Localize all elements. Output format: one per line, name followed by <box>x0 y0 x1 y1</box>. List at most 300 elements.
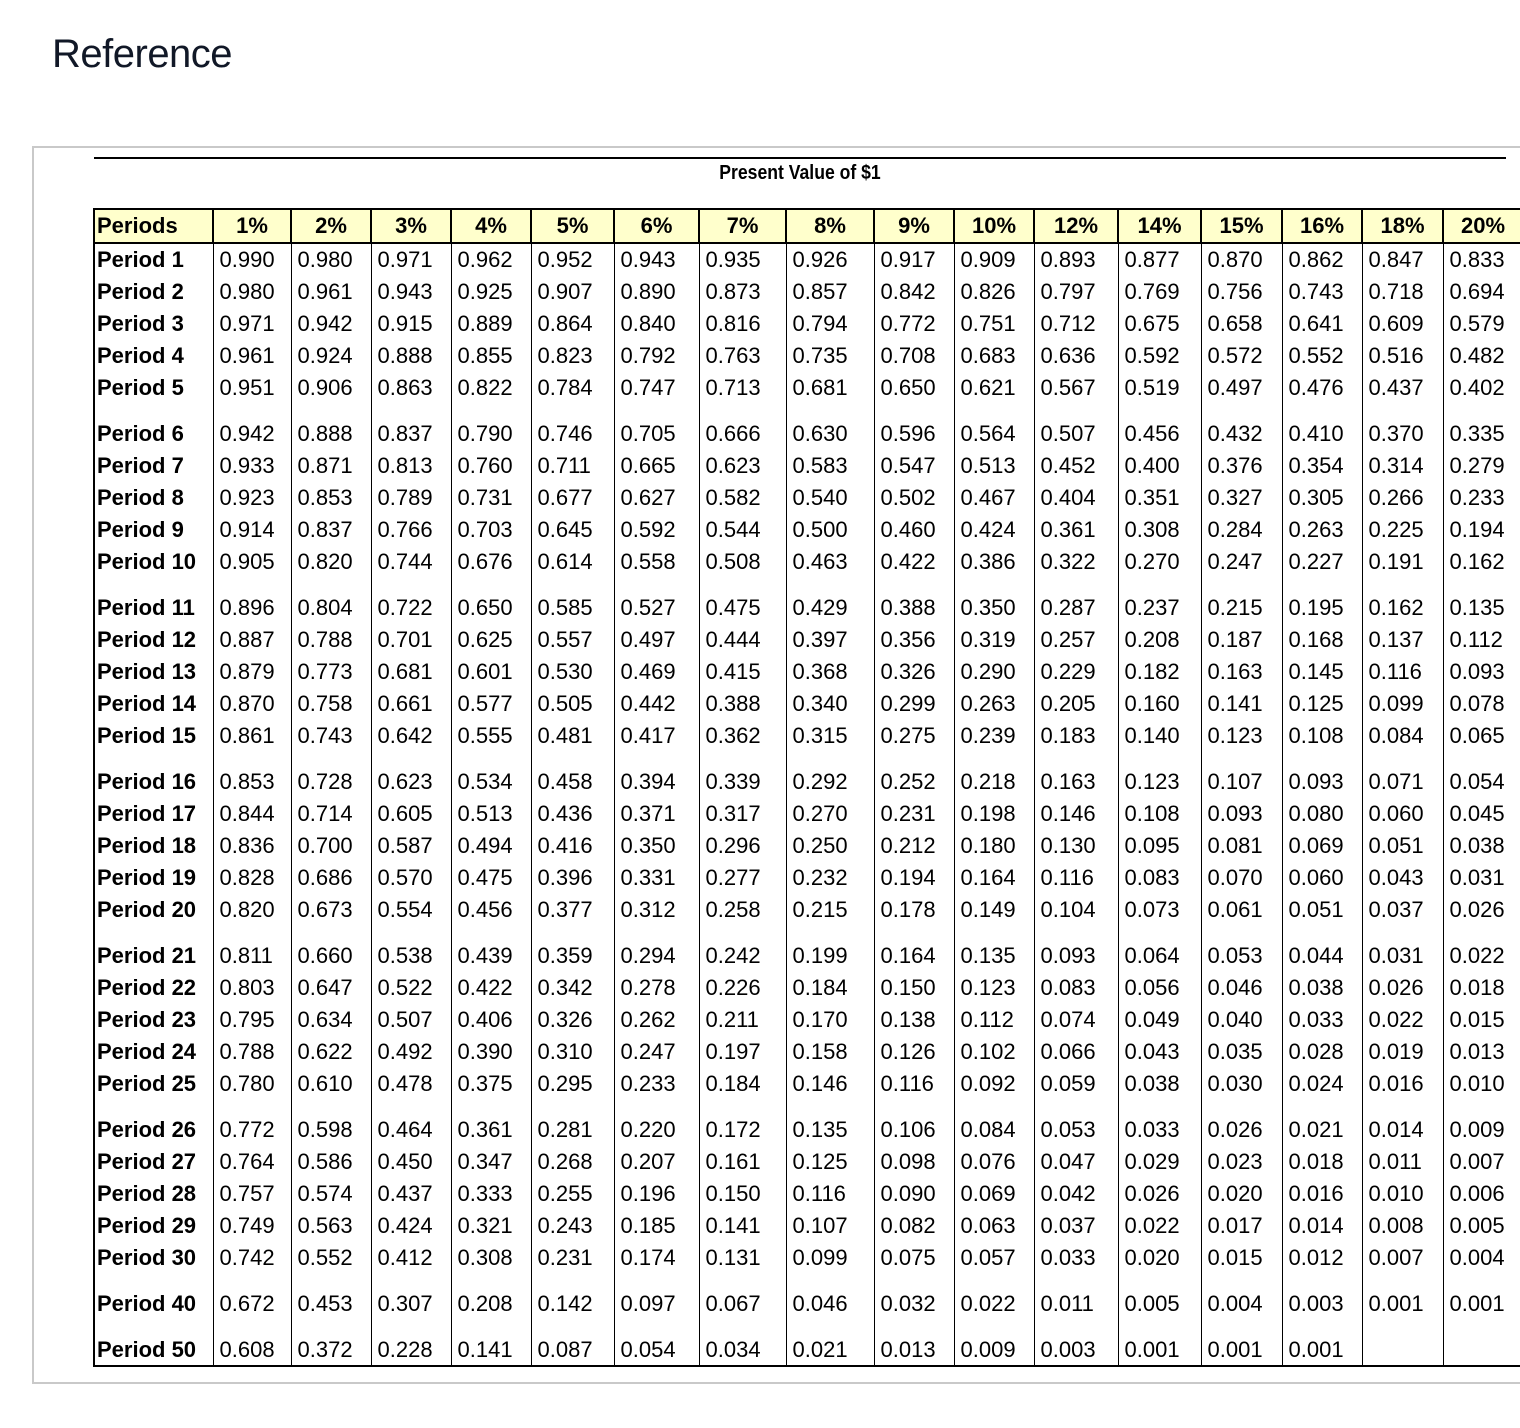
table-cell: 0.071 <box>1362 752 1443 798</box>
table-cell <box>1362 1320 1443 1366</box>
table-cell: 0.728 <box>291 752 371 798</box>
table-cell: 0.319 <box>954 624 1034 656</box>
table-cell: 0.191 <box>1362 546 1443 578</box>
column-header-rate: 14% <box>1118 209 1201 243</box>
table-cell: 0.701 <box>371 624 451 656</box>
column-header-rate: 8% <box>786 209 874 243</box>
table-cell: 0.013 <box>1443 1036 1520 1068</box>
table-cell: 0.390 <box>451 1036 531 1068</box>
table-cell: 0.019 <box>1362 1036 1443 1068</box>
table-cell: 0.082 <box>874 1210 954 1242</box>
table-cell: 0.361 <box>451 1100 531 1146</box>
table-cell: 0.371 <box>614 798 699 830</box>
table-cell: 0.026 <box>1443 894 1520 926</box>
table-row <box>94 720 1520 752</box>
table-cell: 0.013 <box>874 1320 954 1366</box>
table-cell: 0.184 <box>786 972 874 1004</box>
table-cell: 0.494 <box>451 830 531 862</box>
present-value-table <box>93 208 1520 1367</box>
table-top-rule <box>94 157 1506 159</box>
table-cell: 0.262 <box>614 1004 699 1036</box>
table-cell: 0.625 <box>451 624 531 656</box>
table-cell: 0.196 <box>614 1178 699 1210</box>
table-cell: 0.961 <box>213 340 291 372</box>
table-cell: 0.255 <box>531 1178 614 1210</box>
column-header-rate: 2% <box>291 209 371 243</box>
table-cell: 0.971 <box>371 243 451 276</box>
table-cell: 0.187 <box>1201 624 1282 656</box>
table-cell: 0.028 <box>1282 1036 1362 1068</box>
table-cell: 0.790 <box>451 404 531 450</box>
table-cell: 0.218 <box>954 752 1034 798</box>
row-label: Period 2 <box>94 276 213 308</box>
table-cell: 0.161 <box>699 1146 786 1178</box>
table-cell: 0.861 <box>213 720 291 752</box>
table-cell: 0.205 <box>1034 688 1118 720</box>
table-cell: 0.404 <box>1034 482 1118 514</box>
table-cell: 0.757 <box>213 1178 291 1210</box>
table-cell: 0.063 <box>954 1210 1034 1242</box>
table-cell: 0.194 <box>874 862 954 894</box>
table-cell: 0.513 <box>954 450 1034 482</box>
row-label: Period 3 <box>94 308 213 340</box>
table-cell: 0.022 <box>1362 1004 1443 1036</box>
table-cell: 0.833 <box>1443 243 1520 276</box>
table-cell: 0.060 <box>1362 798 1443 830</box>
table-cell: 0.084 <box>954 1100 1034 1146</box>
table-cell: 0.596 <box>874 404 954 450</box>
table-cell: 0.396 <box>531 862 614 894</box>
table-cell: 0.078 <box>1443 688 1520 720</box>
table-cell: 0.093 <box>1201 798 1282 830</box>
table-cell: 0.681 <box>786 372 874 404</box>
page-title: Reference <box>52 32 233 76</box>
table-cell: 0.037 <box>1362 894 1443 926</box>
table-cell: 0.350 <box>614 830 699 862</box>
table-cell: 0.961 <box>291 276 371 308</box>
table-cell: 0.795 <box>213 1004 291 1036</box>
table-cell: 0.481 <box>531 720 614 752</box>
table-cell: 0.372 <box>291 1320 371 1366</box>
table-cell: 0.538 <box>371 926 451 972</box>
table-cell: 0.917 <box>874 243 954 276</box>
row-label: Period 22 <box>94 972 213 1004</box>
table-cell: 0.577 <box>451 688 531 720</box>
table-cell: 0.711 <box>531 450 614 482</box>
table-cell: 0.794 <box>786 308 874 340</box>
table-cell: 0.228 <box>371 1320 451 1366</box>
table-cell: 0.322 <box>1034 546 1118 578</box>
table-cell: 0.952 <box>531 243 614 276</box>
table-cell: 0.099 <box>786 1242 874 1274</box>
table-cell: 0.075 <box>874 1242 954 1274</box>
table-cell: 0.001 <box>1443 1274 1520 1320</box>
table-cell: 0.971 <box>213 308 291 340</box>
table-cell: 0.609 <box>1362 308 1443 340</box>
table-cell: 0.722 <box>371 578 451 624</box>
row-label: Period 24 <box>94 1036 213 1068</box>
table-cell: 0.107 <box>786 1210 874 1242</box>
table-cell: 0.045 <box>1443 798 1520 830</box>
table-cell: 0.677 <box>531 482 614 514</box>
table-cell: 0.375 <box>451 1068 531 1100</box>
table-cell: 0.444 <box>699 624 786 656</box>
column-header-rate: 10% <box>954 209 1034 243</box>
table-cell: 0.001 <box>1282 1320 1362 1366</box>
table-cell: 0.623 <box>371 752 451 798</box>
table-cell: 0.197 <box>699 1036 786 1068</box>
table-cell: 0.855 <box>451 340 531 372</box>
table-cell: 0.519 <box>1118 372 1201 404</box>
table-cell: 0.354 <box>1282 450 1362 482</box>
table-cell: 0.359 <box>531 926 614 972</box>
table-cell: 0.820 <box>213 894 291 926</box>
table-cell: 0.001 <box>1201 1320 1282 1366</box>
column-header-rate: 20% <box>1443 209 1520 243</box>
table-cell: 0.257 <box>1034 624 1118 656</box>
row-label: Period 18 <box>94 830 213 862</box>
table-cell: 0.942 <box>291 308 371 340</box>
table-cell: 0.708 <box>874 340 954 372</box>
table-cell: 0.168 <box>1282 624 1362 656</box>
table-cell: 0.926 <box>786 243 874 276</box>
table-cell: 0.060 <box>1282 862 1362 894</box>
table-cell: 0.342 <box>531 972 614 1004</box>
table-cell: 0.327 <box>1201 482 1282 514</box>
table-cell: 0.080 <box>1282 798 1362 830</box>
table-row <box>94 578 1520 624</box>
table-cell: 0.586 <box>291 1146 371 1178</box>
table-cell: 0.004 <box>1443 1242 1520 1274</box>
table-cell: 0.826 <box>954 276 1034 308</box>
table-cell: 0.123 <box>1118 752 1201 798</box>
table-cell: 0.340 <box>786 688 874 720</box>
table-cell: 0.018 <box>1443 972 1520 1004</box>
table-cell: 0.022 <box>1443 926 1520 972</box>
table-cell: 0.871 <box>291 450 371 482</box>
table-row <box>94 514 1520 546</box>
table-row <box>94 862 1520 894</box>
table-cell: 0.368 <box>786 656 874 688</box>
table-cell: 0.053 <box>1201 926 1282 972</box>
table-cell: 0.751 <box>954 308 1034 340</box>
table-cell: 0.014 <box>1362 1100 1443 1146</box>
table-cell: 0.756 <box>1201 276 1282 308</box>
table-cell: 0.823 <box>531 340 614 372</box>
table-cell: 0.099 <box>1362 688 1443 720</box>
table-cell: 0.645 <box>531 514 614 546</box>
table-cell: 0.555 <box>451 720 531 752</box>
table-cell: 0.742 <box>213 1242 291 1274</box>
table-cell: 0.822 <box>451 372 531 404</box>
table-cell: 0.084 <box>1362 720 1443 752</box>
table-cell: 0.194 <box>1443 514 1520 546</box>
table-cell: 0.863 <box>371 372 451 404</box>
table-cell: 0.634 <box>291 1004 371 1036</box>
table-cell: 0.158 <box>786 1036 874 1068</box>
table-cell: 0.056 <box>1118 972 1201 1004</box>
table-cell: 0.308 <box>451 1242 531 1274</box>
table-cell: 0.587 <box>371 830 451 862</box>
table-cell: 0.247 <box>614 1036 699 1068</box>
table-cell: 0.195 <box>1282 578 1362 624</box>
table-cell: 0.630 <box>786 404 874 450</box>
table-cell: 0.497 <box>614 624 699 656</box>
table-cell: 0.906 <box>291 372 371 404</box>
table-cell: 0.935 <box>699 243 786 276</box>
table-cell: 0.456 <box>451 894 531 926</box>
table-caption: Present Value of $1 <box>719 162 881 184</box>
table-cell: 0.397 <box>786 624 874 656</box>
table-cell: 0.125 <box>786 1146 874 1178</box>
table-row <box>94 656 1520 688</box>
table-cell: 0.647 <box>291 972 371 1004</box>
table-row <box>94 1210 1520 1242</box>
table-cell: 0.650 <box>451 578 531 624</box>
table-cell: 0.417 <box>614 720 699 752</box>
table-cell: 0.047 <box>1034 1146 1118 1178</box>
table-cell: 0.905 <box>213 546 291 578</box>
table-cell: 0.164 <box>954 862 1034 894</box>
table-row <box>94 926 1520 972</box>
table-cell: 0.666 <box>699 404 786 450</box>
table-cell: 0.010 <box>1362 1178 1443 1210</box>
column-header-rate: 9% <box>874 209 954 243</box>
table-cell: 0.321 <box>451 1210 531 1242</box>
table-cell: 0.021 <box>786 1320 874 1366</box>
table-cell: 0.015 <box>1443 1004 1520 1036</box>
table-cell: 0.290 <box>954 656 1034 688</box>
table-cell: 0.642 <box>371 720 451 752</box>
table-cell: 0.263 <box>954 688 1034 720</box>
table-cell: 0.305 <box>1282 482 1362 514</box>
table-cell: 0.215 <box>786 894 874 926</box>
table-cell: 0.758 <box>291 688 371 720</box>
table-cell: 0.842 <box>874 276 954 308</box>
table-cell: 0.460 <box>874 514 954 546</box>
table-cell: 0.108 <box>1118 798 1201 830</box>
table-cell: 0.907 <box>531 276 614 308</box>
table-cell: 0.673 <box>291 894 371 926</box>
table-cell: 0.066 <box>1034 1036 1118 1068</box>
column-header-rate: 7% <box>699 209 786 243</box>
table-row <box>94 1320 1520 1366</box>
table-cell: 0.522 <box>371 972 451 1004</box>
table-cell: 0.092 <box>954 1068 1034 1100</box>
table-cell: 0.208 <box>1118 624 1201 656</box>
table-cell: 0.004 <box>1201 1274 1282 1320</box>
table-cell: 0.547 <box>874 450 954 482</box>
table-cell: 0.788 <box>213 1036 291 1068</box>
table-cell: 0.816 <box>699 308 786 340</box>
table-cell: 0.044 <box>1282 926 1362 972</box>
table-cell: 0.037 <box>1034 1210 1118 1242</box>
table-cell: 0.598 <box>291 1100 371 1146</box>
row-label: Period 17 <box>94 798 213 830</box>
table-cell: 0.735 <box>786 340 874 372</box>
table-cell: 0.163 <box>1034 752 1118 798</box>
table-cell: 0.145 <box>1282 656 1362 688</box>
table-cell: 0.437 <box>371 1178 451 1210</box>
table-cell: 0.059 <box>1034 1068 1118 1100</box>
table-cell: 0.333 <box>451 1178 531 1210</box>
table-cell: 0.033 <box>1118 1100 1201 1146</box>
table-cell: 0.552 <box>1282 340 1362 372</box>
table-row <box>94 340 1520 372</box>
table-cell: 0.211 <box>699 1004 786 1036</box>
row-label: Period 8 <box>94 482 213 514</box>
table-cell: 0.436 <box>531 798 614 830</box>
table-cell: 0.712 <box>1034 308 1118 340</box>
table-cell: 0.773 <box>291 656 371 688</box>
table-cell: 0.038 <box>1443 830 1520 862</box>
table-cell: 0.009 <box>1443 1100 1520 1146</box>
table-cell: 0.018 <box>1282 1146 1362 1178</box>
table-cell: 0.402 <box>1443 372 1520 404</box>
table-cell: 0.980 <box>213 276 291 308</box>
table-cell: 0.847 <box>1362 243 1443 276</box>
table-cell: 0.713 <box>699 372 786 404</box>
table-row <box>94 1036 1520 1068</box>
table-cell: 0.942 <box>213 404 291 450</box>
row-label: Period 7 <box>94 450 213 482</box>
table-cell: 0.097 <box>614 1274 699 1320</box>
table-cell: 0.675 <box>1118 308 1201 340</box>
table-cell: 0.008 <box>1362 1210 1443 1242</box>
table-cell: 0.299 <box>874 688 954 720</box>
table-cell: 0.862 <box>1282 243 1362 276</box>
column-header-rate: 1% <box>213 209 291 243</box>
table-cell: 0.394 <box>614 752 699 798</box>
table-cell: 0.836 <box>213 830 291 862</box>
table-cell: 0.361 <box>1034 514 1118 546</box>
table-cell: 0.592 <box>614 514 699 546</box>
table-cell: 0.442 <box>614 688 699 720</box>
table-cell: 0.665 <box>614 450 699 482</box>
table-cell: 0.142 <box>531 1274 614 1320</box>
table-cell: 0.126 <box>874 1036 954 1068</box>
table-cell: 0.703 <box>451 514 531 546</box>
table-cell: 0.743 <box>1282 276 1362 308</box>
table-cell: 0.780 <box>213 1068 291 1100</box>
table-cell: 0.492 <box>371 1036 451 1068</box>
table-cell: 0.005 <box>1118 1274 1201 1320</box>
table-cell: 0.516 <box>1362 340 1443 372</box>
row-label: Period 6 <box>94 404 213 450</box>
table-row <box>94 798 1520 830</box>
table-cell: 0.104 <box>1034 894 1118 926</box>
table-cell: 0.527 <box>614 578 699 624</box>
table-cell: 0.563 <box>291 1210 371 1242</box>
table-cell: 0.263 <box>1282 514 1362 546</box>
table-cell: 0.020 <box>1118 1242 1201 1274</box>
table-cell: 0.686 <box>291 862 371 894</box>
table-cell: 0.422 <box>874 546 954 578</box>
table-cell: 0.351 <box>1118 482 1201 514</box>
table-cell: 0.760 <box>451 450 531 482</box>
table-cell: 0.035 <box>1201 1036 1282 1068</box>
table-cell: 0.016 <box>1362 1068 1443 1100</box>
table-cell: 0.146 <box>1034 798 1118 830</box>
table-cell: 0.315 <box>786 720 874 752</box>
table-cell: 0.813 <box>371 450 451 482</box>
table-cell: 0.061 <box>1201 894 1282 926</box>
table-cell: 0.544 <box>699 514 786 546</box>
table-cell: 0.879 <box>213 656 291 688</box>
table-cell: 0.567 <box>1034 372 1118 404</box>
table-cell: 0.226 <box>699 972 786 1004</box>
table-cell: 0.163 <box>1201 656 1282 688</box>
table-cell: 0.534 <box>451 752 531 798</box>
table-cell: 0.458 <box>531 752 614 798</box>
table-cell: 0.146 <box>786 1068 874 1100</box>
table-cell: 0.870 <box>213 688 291 720</box>
table-cell: 0.513 <box>451 798 531 830</box>
table-cell: 0.388 <box>874 578 954 624</box>
table-cell: 0.069 <box>954 1178 1034 1210</box>
table-cell: 0.339 <box>699 752 786 798</box>
table-row <box>94 482 1520 514</box>
table-cell: 0.174 <box>614 1242 699 1274</box>
column-header-rate: 18% <box>1362 209 1443 243</box>
table-row <box>94 1178 1520 1210</box>
table-cell: 0.650 <box>874 372 954 404</box>
table-cell: 0.592 <box>1118 340 1201 372</box>
table-cell: 0.295 <box>531 1068 614 1100</box>
table-cell: 0.150 <box>699 1178 786 1210</box>
table-cell: 0.681 <box>371 656 451 688</box>
table-cell: 0.980 <box>291 243 371 276</box>
table-cell: 0.106 <box>874 1100 954 1146</box>
table-cell: 0.507 <box>371 1004 451 1036</box>
row-label: Period 16 <box>94 752 213 798</box>
table-cell: 0.278 <box>614 972 699 1004</box>
table-cell: 0.215 <box>1201 578 1282 624</box>
table-cell: 0.012 <box>1282 1242 1362 1274</box>
table-cell: 0.001 <box>1118 1320 1201 1366</box>
table-cell: 0.763 <box>699 340 786 372</box>
table-cell: 0.023 <box>1201 1146 1282 1178</box>
table-cell: 0.314 <box>1362 450 1443 482</box>
table-cell: 0.909 <box>954 243 1034 276</box>
table-cell: 0.003 <box>1282 1274 1362 1320</box>
table-cell: 0.229 <box>1034 656 1118 688</box>
table-cell: 0.505 <box>531 688 614 720</box>
table-cell: 0.275 <box>874 720 954 752</box>
table-cell: 0.016 <box>1282 1178 1362 1210</box>
table-cell: 0.890 <box>614 276 699 308</box>
table-cell: 0.095 <box>1118 830 1201 862</box>
table-cell: 0.558 <box>614 546 699 578</box>
table-cell: 0.277 <box>699 862 786 894</box>
table-cell: 0.772 <box>874 308 954 340</box>
table-cell: 0.803 <box>213 972 291 1004</box>
table-cell: 0.207 <box>614 1146 699 1178</box>
table-cell: 0.877 <box>1118 243 1201 276</box>
table-cell: 0.049 <box>1118 1004 1201 1036</box>
table-cell: 0.112 <box>954 1004 1034 1036</box>
table-cell: 0.744 <box>371 546 451 578</box>
table-cell: 0.951 <box>213 372 291 404</box>
table-cell: 0.500 <box>786 514 874 546</box>
table-cell: 0.614 <box>531 546 614 578</box>
table-cell: 0.065 <box>1443 720 1520 752</box>
table-cell: 0.178 <box>874 894 954 926</box>
table-cell: 0.185 <box>614 1210 699 1242</box>
table-cell: 0.116 <box>1362 656 1443 688</box>
table-cell: 0.043 <box>1118 1036 1201 1068</box>
table-cell: 0.011 <box>1362 1146 1443 1178</box>
